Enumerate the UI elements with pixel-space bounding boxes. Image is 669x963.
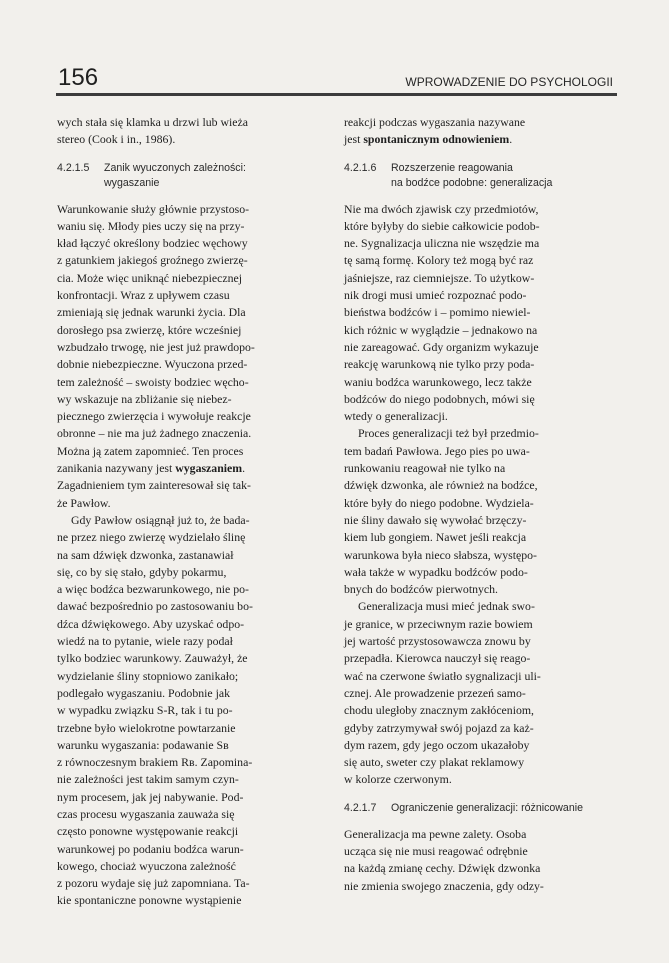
text-line: obronne – nie ma już żadnego znaczenia. (57, 426, 252, 441)
text-line: podlegało wygaszaniu. Podobnie jak (57, 685, 230, 700)
key-term: spontanicznym odnowieniem (363, 132, 510, 147)
text-line: często ponowne występowanie reakcji (57, 824, 239, 839)
text-line: Proces generalizacji też był przedmio- (358, 426, 539, 441)
text-line: wzbudzało trwogę, nie jest już prawdopo- (57, 339, 255, 354)
text-line: cznej. Ale prowadzenie przezeń samo- (344, 685, 526, 700)
right-column (344, 114, 599, 895)
paragraph (344, 598, 599, 788)
section-title: Rozszerzenie reagowania (391, 161, 513, 174)
paragraph (344, 201, 599, 426)
text-line: nie śliny dawało się wywołać brzęczy- (344, 512, 527, 527)
text-line: gdyby zatrzymywał swój pojazd za każ- (344, 720, 534, 735)
text-line: ucząca się nie musi reagować odrębnie (344, 843, 528, 858)
text-line: się, co by się stało, gdyby pokarmu, (57, 564, 227, 579)
text-line: reakcji podczas wygaszania nazywane (344, 115, 526, 129)
section-number: 4.2.1.7 (344, 801, 377, 814)
text-line: nym procesem, jak jej nabywanie. Pod- (57, 789, 244, 804)
text-line: zanikania nazywany jest wygaszaniem. (57, 461, 246, 476)
text-line: na sam dźwięk dzwonka, zastanawiał (57, 547, 234, 562)
text-line: Gdy Pawłow osiągnął już to, że bada- (71, 512, 250, 527)
text-line: cia. Może więc uniknąć niebezpiecznej (57, 270, 243, 285)
text-line: w wypadku związku S-R, tak i tu po- (57, 703, 233, 718)
section-title: wygaszanie (104, 176, 160, 189)
page-number: 156 (58, 64, 99, 91)
section-heading (344, 161, 599, 191)
text-line: które byłyby do siebie całkowicie podob- (344, 218, 540, 233)
paragraph (344, 826, 599, 895)
text-line: Generalizacja ma pewne zalety. Osoba (344, 826, 527, 841)
text-line: runkowaniu reagował nie tylko na (344, 461, 506, 476)
text-line: przepadła. Kierowca nauczył się reago- (344, 651, 531, 666)
text-line: nie zależności jest takim samym czyn- (57, 772, 239, 787)
text-line: z gatunkiem jakiegoś groźnego zwierzę- (57, 253, 248, 268)
text-line: jej wartość przystosowawcza znowu by (344, 634, 531, 649)
text-line: wy wskazuje na zbliżanie się niebez- (57, 391, 232, 406)
text-line: które były do niego podobne. Wydziela- (344, 495, 534, 510)
left-column (57, 114, 307, 910)
section-number: 4.2.1.5 (57, 161, 90, 174)
text-line: warunkowej po podaniu bodźca warun- (57, 841, 244, 856)
paragraph (57, 201, 307, 512)
header-rule (56, 93, 617, 96)
text-line: tem badań Pawłowa. Jego pies po uwa- (344, 443, 530, 458)
text-line: dawać bezpośrednio po zastosowaniu bo- (57, 599, 253, 614)
text-line: bieństwa bodźców i – pomimo niewiel- (344, 305, 531, 320)
text-line: dorosłego psa zwierzę, które wcześniej (57, 322, 242, 337)
text-line: dobnie niebezpieczne. Wyuczona przed- (57, 357, 248, 372)
text-line: w kolorze czerwonym. (344, 772, 452, 787)
paragraph (57, 512, 307, 910)
text-line: Zagadnieniem tym zainteresował się tak- (57, 478, 251, 493)
key-term: wygaszaniem (175, 461, 243, 476)
text-line: je granice, w przeciwnym razie bowiem (344, 616, 533, 631)
text-line: waniu bodźca warunkowego, lecz także (344, 374, 532, 389)
text-line: bodźców do niego podobnych, mówi się (344, 391, 535, 406)
section-title: Zanik wyuczonych zależności: (104, 161, 246, 174)
section-title: Ograniczenie generalizacji: różnicowanie (391, 801, 583, 814)
text-line: ne przez niego zwierzę wydzielało ślinę (57, 530, 246, 545)
paragraph (344, 425, 599, 598)
text-line: jest spontanicznym odnowieniem. (344, 132, 513, 147)
text-line: kład łączyć określony bodziec węchowy (57, 236, 248, 251)
text-line: trzebne było wielokrotne powtarzanie (57, 720, 236, 735)
section-heading (57, 161, 307, 191)
text-line: nie zmienia swojego znaczenia, gdy odzy- (344, 878, 544, 893)
text-line: na każdą zmianę cechy. Dźwięk dzwonka (344, 861, 541, 876)
text-line: wydzielanie śliny stopniowo zanikało; (57, 668, 239, 683)
text-line: wtedy o generalizacji. (344, 409, 448, 424)
text-line: wych stała się klamka u drzwi lub wieża (57, 115, 248, 129)
text-line: z pozoru wydaje się już zapomniana. Ta- (57, 876, 250, 891)
text-line: nie zareagować. Gdy organizm wykazuje (344, 339, 539, 354)
text-line: nik drogi musi umieć rozpoznać podo- (344, 288, 527, 303)
text-line: dźca dźwiękowego. Aby uzyskać odpo- (57, 616, 245, 631)
text-line: z równoczesnym brakiem Rʙ. Zapomina- (57, 755, 253, 770)
text-line: warunku wygaszania: podawanie Sʙ (57, 737, 229, 752)
text-line: się auto, sweter czy plakat reklamowy (344, 755, 525, 770)
text-line: wała także w wypadku bodźców podo- (344, 564, 528, 579)
section-title: na bodźce podobne: generalizacja (391, 176, 553, 189)
paragraph (344, 114, 599, 149)
text-line: Nie ma dwóch zjawisk czy przedmiotów, (344, 201, 539, 216)
text-line: że Pawłow. (57, 495, 111, 510)
text-line: wiedź na to pytanie, wiele razy podał (57, 634, 233, 649)
text-line: reakcję warunkową nie tylko przy poda- (344, 357, 535, 372)
text-line: Można ją zatem zapomnieć. Ten proces (57, 443, 244, 458)
text-line: warunkowa była nieco słabsza, występo- (344, 547, 537, 562)
text-line: bnych do bodźców pierwotnych. (344, 582, 498, 597)
paragraph (57, 114, 307, 149)
running-title: WPROWADZENIE DO PSYCHOLOGII (405, 75, 613, 89)
text-line: tę samą formę. Kolory też mogą być raz (344, 253, 534, 268)
text-line: czas procesu wygaszania zauważa się (57, 806, 235, 821)
text-line: tylko bodziec warunkowy. Zauważył, że (57, 651, 248, 666)
text-line: dym razem, gdy jego oczom ukazałoby (344, 737, 530, 752)
text-line: kowego, chociaż wyuczona zależność (57, 858, 236, 873)
text-line: kiem lub gongiem. Nawet jeśli reakcja (344, 530, 527, 545)
text-line: a więc bodźca bezwarunkowego, nie po- (57, 582, 249, 597)
section-number: 4.2.1.6 (344, 161, 377, 174)
text-line: waniu się. Młody pies uczy się na przy- (57, 218, 245, 233)
text-line: kie spontaniczne ponowne wystąpienie (57, 893, 242, 908)
text-line: dźwięk dzwonka, ale również na bodźce, (344, 478, 538, 493)
text-line: kich różnic w wyglądzie – jednakowo na (344, 322, 538, 337)
section-heading (344, 801, 599, 816)
text-line: Warunkowanie służy głównie przystoso- (57, 201, 250, 216)
text-line: konfrontacji. Wraz z upływem czasu (57, 288, 230, 303)
text-line: tem zależność – swoisty bodziec węcho- (57, 374, 249, 389)
text-line: wać na czerwone światło sygnalizacji uli- (344, 668, 541, 683)
text-line: ne. Sygnalizacja uliczna nie wszędzie ma (344, 236, 540, 251)
text-line: stereo (Cook i in., 1986). (57, 132, 176, 147)
text-line: chodu uległoby znacznym zakłóceniom, (344, 703, 534, 718)
text-line: piecznego zwierzęcia i wywołuje reakcje (57, 409, 251, 424)
text-line: Generalizacja musi mieć jednak swo- (358, 599, 535, 614)
text-line: zmieniają się jednak warunki życia. Dla (57, 305, 246, 320)
text-line: jaśniejsze, raz ciemniejsze. To użytkow- (344, 270, 535, 285)
